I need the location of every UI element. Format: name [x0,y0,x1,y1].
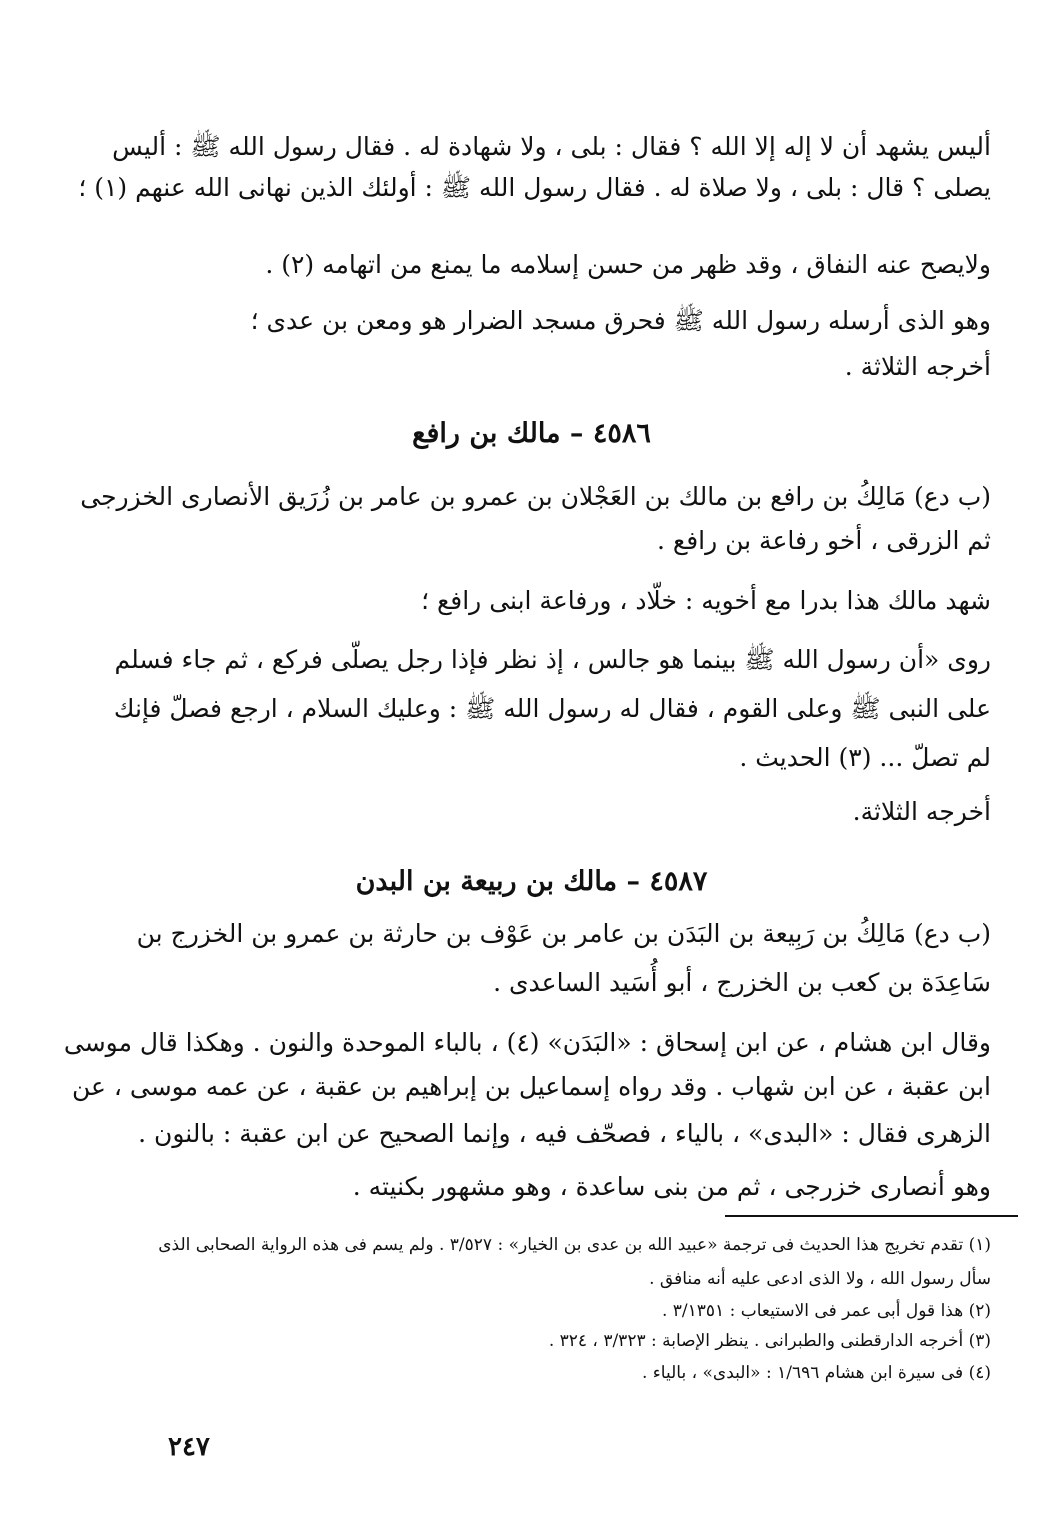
text-line: أليس يشهد أن لا إله إلا الله ؟ فقال : بلى ، ولا شهادة له . فقال رسول الله ﷺ : أليس [112,132,991,161]
text-line: وقال ابن هشام ، عن ابن إسحاق : «البَدَن» (٤) ، بالباء الموحدة والنون . وهكذا قال موسى [63,1028,991,1057]
text-line: الزهرى فقال : «البدى» ، بالياء ، فصحّف فيه ، وإنما الصحيح عن ابن عقبة : بالنون . [138,1119,991,1148]
footnote-divider [725,1215,1018,1217]
text-line: (ب دع) مَالِكُ بن رَبِيعة بن البَدَن بن عامر بن عَوْف بن حارثة بن عمرو بن الخزرج بن [136,919,991,948]
footnote: (٢) هذا قول أبى عمر فى الاستيعاب : ٣/١٣٥١ . [661,1301,991,1321]
text-line: ابن عقبة ، عن ابن شهاب . وقد رواه إسماعيل بن إبراهيم بن عقبة ، عن عمه موسى ، عن [71,1072,991,1101]
text-line: (ب دع) مَالِكُ بن رافع بن مالك بن العَجْلان بن عمرو بن عامر بن زُرَيق الأنصارى الخزرجى [80,482,991,511]
text-line: سَاعِدَة بن كعب بن الخزرج ، أبو أُسَيد الساعدى . [493,968,991,997]
text-line: لم تصلّ ... (٣) الحديث . [739,743,991,772]
text-line: وهو الذى أرسله رسول الله ﷺ فحرق مسجد الضرار هو ومعن بن عدى ؛ [250,306,991,335]
text-line: أخرجه الثلاثة. [852,797,991,826]
entry-heading: ٤٥٨٦ – مالك بن رافع [412,418,651,449]
text-line: ولايصح عنه النفاق ، وقد ظهر من حسن إسلامه ما يمنع من اتهامه (٢) . [265,250,991,279]
footnote: (٣) أخرجه الدارقطنى والطبرانى . ينظر الإصابة : ٣/٣٢٣ ، ٣٢٤ . [548,1331,991,1351]
text-line: يصلى ؟ قال : بلى ، ولا صلاة له . فقال رسول الله ﷺ : أولئك الذين نهانى الله عنهم (١) ؛ [78,173,991,202]
page-number: ٢٤٧ [168,1432,210,1462]
text-line: أخرجه الثلاثة . [844,352,991,381]
text-line: ثم الزرقى ، أخو رفاعة بن رافع . [657,526,991,555]
text-line: وهو أنصارى خزرجى ، ثم من بنى ساعدة ، وهو مشهور بكنيته . [352,1172,991,1201]
text-line: على النبى ﷺ وعلى القوم ، فقال له رسول الله ﷺ : وعليك السلام ، ارجع فصلّ فإنك [113,694,991,723]
footnote: (١) تقدم تخريج هذا الحديث فى ترجمة «عبيد الله بن عدى بن الخيار» : ٣/٥٢٧ . ولم يسم فى هذه الرواية الصحابى الذى [158,1235,991,1255]
footnote: (٤) فى سيرة ابن هشام ١/٦٩٦ : «البدى» ، بالياء . [642,1363,991,1383]
footnote: سأل رسول الله ، ولا الذى ادعى عليه أنه منافق . [649,1269,991,1289]
text-line: شهد مالك هذا بدرا مع أخويه : خلّاد ، ورفاعة ابنى رافع ؛ [421,586,991,615]
text-line: روى «أن رسول الله ﷺ بينما هو جالس ، إذ نظر فإذا رجل يصلّى فركع ، ثم جاء فسلم [114,645,991,674]
entry-heading: ٤٥٨٧ – مالك بن ربيعة بن البدن [355,866,708,897]
